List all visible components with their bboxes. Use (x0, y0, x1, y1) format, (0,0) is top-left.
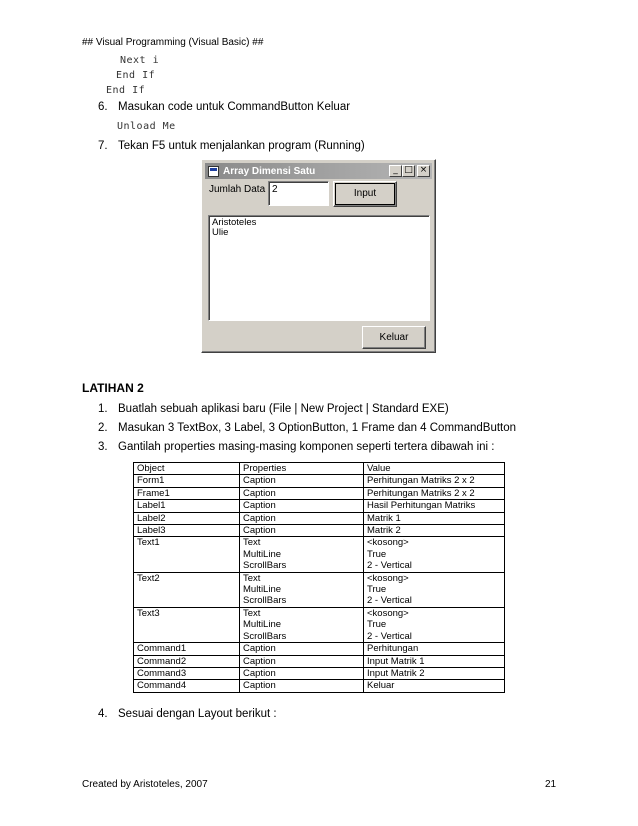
latihan-step-4 (98, 708, 277, 720)
cell-object: Label1 (134, 500, 240, 512)
cell-properties (240, 475, 364, 487)
property-value: 2 - Vertical (367, 595, 412, 607)
vb-window (201, 159, 436, 353)
property-value: Matrik 1 (367, 512, 401, 524)
table-header-row (134, 463, 505, 475)
cell-properties (240, 512, 364, 524)
latihan-step-3 (98, 441, 495, 453)
step-text: Masukan code untuk CommandButton Keluar (118, 101, 351, 113)
property-name: Caption (243, 655, 276, 667)
cell-properties (240, 525, 364, 537)
cell-value (364, 487, 505, 499)
output-text-area[interactable]: Aristoteles Ulie (208, 215, 430, 321)
cell-object: Label2 (134, 512, 240, 524)
cell-value (364, 643, 505, 655)
table-row (134, 572, 505, 607)
step-6 (98, 101, 350, 113)
latihan-step-2 (98, 422, 516, 434)
step-number: 6. (98, 101, 108, 113)
property-name: Caption (243, 680, 276, 692)
table-row (134, 525, 505, 537)
maximize-button[interactable]: □ (402, 165, 415, 177)
cell-object: Command4 (134, 680, 240, 692)
property-name: Caption (243, 667, 276, 679)
property-name: Caption (243, 643, 276, 655)
cell-object: Command3 (134, 667, 240, 679)
property-value: Input Matrik 1 (367, 655, 425, 667)
step-7 (98, 140, 365, 152)
step-text: Tekan F5 untuk menjalankan program (Running) (118, 140, 365, 152)
property-name: MultiLine (243, 548, 282, 560)
property-value: <kosong> (367, 572, 409, 584)
table-row (134, 680, 505, 692)
property-name: ScrollBars (243, 595, 287, 607)
property-value: Hasil Perhitungan Matriks (367, 500, 476, 512)
table-row (134, 607, 505, 642)
cell-value (364, 680, 505, 692)
cell-properties (240, 680, 364, 692)
cell-object: Text3 (134, 607, 240, 642)
step-text: Gantilah properties masing-masing komponen seperti tertera dibawah ini : (118, 441, 495, 453)
property-value: 2 - Vertical (367, 630, 412, 642)
property-name: Caption (243, 525, 276, 537)
property-name: Caption (243, 512, 276, 524)
property-value: Keluar (367, 680, 395, 692)
table-row (134, 667, 505, 679)
property-name: Text (243, 537, 261, 549)
property-value: Perhitungan Matriks 2 x 2 (367, 487, 475, 499)
property-name: Text (243, 572, 261, 584)
property-name: ScrollBars (243, 560, 287, 572)
property-value: Input Matrik 2 (367, 667, 425, 679)
window-titlebar[interactable] (205, 163, 432, 179)
step-text: Sesuai dengan Layout berikut : (118, 708, 277, 720)
header-properties: Properties (240, 463, 364, 475)
page-number: 21 (545, 779, 557, 790)
cell-object: Text2 (134, 572, 240, 607)
property-value: True (367, 584, 387, 596)
step-number: 3. (98, 441, 108, 453)
property-name: ScrollBars (243, 630, 287, 642)
cell-value (364, 500, 505, 512)
property-name: Caption (243, 500, 276, 512)
header-object: Object (134, 463, 240, 475)
property-value: Perhitungan (367, 643, 419, 655)
property-name: MultiLine (243, 619, 282, 631)
input-button[interactable]: Input (333, 181, 397, 207)
properties-table (133, 462, 505, 693)
table-row (134, 512, 505, 524)
table-row (134, 655, 505, 667)
table-row (134, 475, 505, 487)
code-unload: Unload Me (117, 121, 176, 132)
cell-value (364, 475, 505, 487)
code-line-next: Next i (120, 55, 160, 66)
cell-value (364, 525, 505, 537)
header-value: Value (364, 463, 505, 475)
cell-properties (240, 500, 364, 512)
step-number: 2. (98, 422, 108, 434)
cell-object: Label3 (134, 525, 240, 537)
table-row (134, 643, 505, 655)
property-name: Text (243, 607, 261, 619)
property-value: <kosong> (367, 537, 409, 549)
cell-properties (240, 607, 364, 642)
table-row (134, 487, 505, 499)
cell-properties (240, 572, 364, 607)
code-line-endif-inner: End If (116, 70, 156, 81)
window-title: Array Dimensi Satu (223, 165, 316, 177)
step-text: Masukan 3 TextBox, 3 Label, 3 OptionButton, 1 Frame dan 4 CommandButton (118, 422, 517, 434)
step-text: Buatlah sebuah aplikasi baru (File | New Project | Standard EXE) (118, 403, 449, 415)
step-number: 4. (98, 708, 108, 720)
table-row (134, 537, 505, 572)
cell-object: Command1 (134, 643, 240, 655)
cell-object: Text1 (134, 537, 240, 572)
latihan-heading: LATIHAN 2 (82, 381, 144, 395)
property-name: Caption (243, 487, 276, 499)
form-icon (208, 166, 219, 177)
table-row (134, 500, 505, 512)
page-header: ## Visual Programming (Visual Basic) ## (82, 37, 264, 48)
close-button[interactable]: × (417, 165, 430, 177)
keluar-button[interactable]: Keluar (362, 326, 426, 349)
step-number: 1. (98, 403, 108, 415)
cell-value (364, 655, 505, 667)
property-value: <kosong> (367, 607, 409, 619)
minimize-button[interactable]: _ (389, 165, 402, 177)
step-number: 7. (98, 140, 108, 152)
latihan-step-1 (98, 403, 449, 415)
footer-credit: Created by Aristoteles, 2007 (82, 779, 208, 790)
property-value: 2 - Vertical (367, 560, 412, 572)
cell-value (364, 667, 505, 679)
cell-object: Frame1 (134, 487, 240, 499)
cell-properties (240, 643, 364, 655)
jumlah-data-input[interactable]: 2 (268, 181, 329, 206)
cell-value (364, 512, 505, 524)
cell-value (364, 607, 505, 642)
cell-properties (240, 667, 364, 679)
cell-value (364, 572, 505, 607)
property-name: Caption (243, 475, 276, 487)
property-value: Perhitungan Matriks 2 x 2 (367, 475, 475, 487)
jumlah-data-label: Jumlah Data (209, 184, 266, 195)
property-name: MultiLine (243, 584, 282, 596)
code-line-endif-outer: End If (106, 85, 146, 96)
cell-properties (240, 655, 364, 667)
cell-properties (240, 537, 364, 572)
property-value: Matrik 2 (367, 525, 401, 537)
property-value: True (367, 619, 387, 631)
property-value: True (367, 548, 387, 560)
cell-object: Form1 (134, 475, 240, 487)
cell-properties (240, 487, 364, 499)
cell-value (364, 537, 505, 572)
cell-object: Command2 (134, 655, 240, 667)
